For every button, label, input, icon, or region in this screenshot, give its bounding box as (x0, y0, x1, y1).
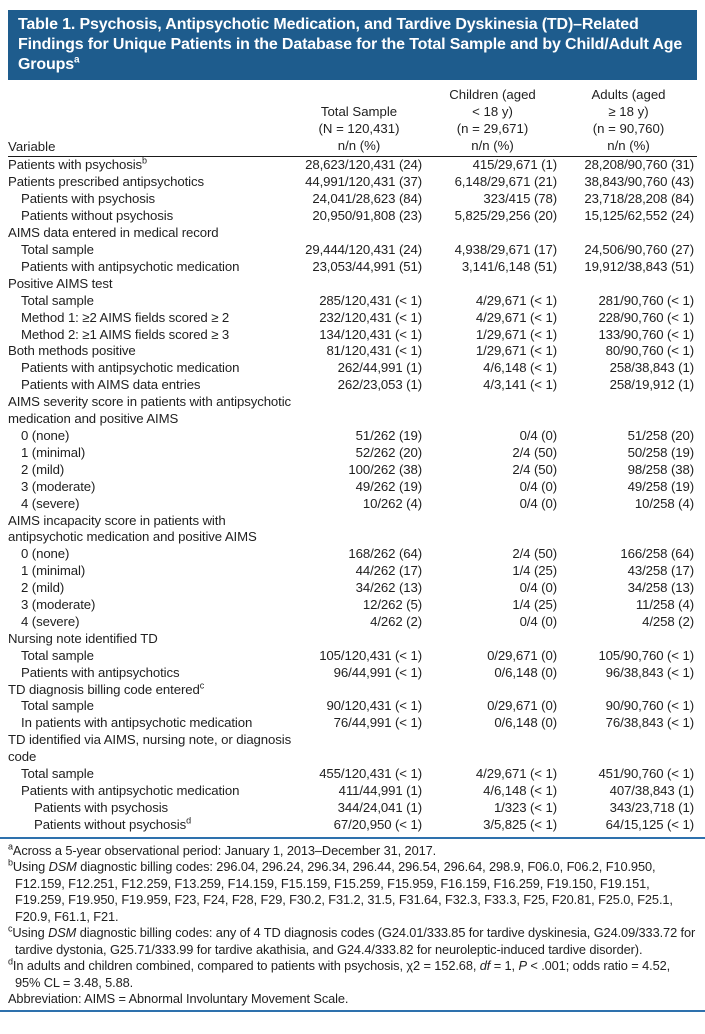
row-label: Patients prescribed antipsychotics (8, 174, 204, 190)
cell-total: 168/262 (64) (348, 546, 422, 562)
table-row (8, 597, 697, 614)
table-row (8, 698, 697, 715)
cell-total: 29,444/120,431 (24) (305, 242, 422, 258)
cell-children: 2/4 (50) (512, 444, 557, 460)
cell-adults (560, 276, 697, 293)
row-label: Positive AIMS test (8, 275, 113, 291)
row-label: TD diagnosis billing code entered$^c$ (8, 680, 205, 697)
cell-total: 34/262 (13) (355, 580, 422, 596)
row-footnote-marker: b (142, 156, 147, 167)
cell-children: 0/6,148 (0) (494, 664, 557, 680)
cell-children: 3/5,825 (< 1) (483, 816, 557, 832)
cell-adults: 105/90,760 (< 1) (598, 647, 694, 663)
cell-adults: 98/258 (38) (627, 461, 694, 477)
cell-adults: 451/90,760 (< 1) (598, 766, 694, 782)
cell-total: 100/262 (38) (348, 461, 422, 477)
cell-total: 20,950/91,808 (23) (312, 208, 422, 224)
cell-children: 0/6,148 (0) (494, 715, 557, 731)
column-header-line: n/n (%) (471, 138, 514, 154)
column-header-line: (n = 90,760) (592, 121, 665, 137)
cell-total: 67/20,950 (< 1) (333, 816, 422, 832)
cell-adults: 133/90,760 (< 1) (598, 326, 694, 342)
cell-adults: 23,718/28,208 (84) (584, 191, 694, 207)
cell-adults: 281/90,760 (< 1) (598, 292, 694, 308)
table-row (8, 225, 697, 242)
header-row (8, 80, 697, 157)
cell-total (293, 513, 425, 547)
cell-children: 4/29,671 (< 1) (475, 766, 557, 782)
table-row (8, 496, 697, 513)
cell-adults: 38,843/90,760 (43) (584, 174, 694, 190)
footnote (8, 958, 697, 991)
cell-adults: 28,208/90,760 (31) (584, 157, 694, 173)
table-row (8, 327, 697, 344)
table-row (8, 546, 697, 563)
cell-adults: 19,912/38,843 (51) (584, 258, 694, 274)
table-row (8, 293, 697, 310)
cell-children (425, 394, 560, 428)
table-row (8, 648, 697, 665)
cell-adults: 64/15,125 (< 1) (605, 816, 694, 832)
cell-children: 0/29,671 (0) (487, 698, 557, 714)
cell-total (293, 394, 425, 428)
row-label: Patients without psychosis$^d$ (34, 815, 191, 832)
column-header-children (425, 80, 560, 157)
cell-total: 52/262 (20) (355, 444, 422, 460)
cell-children: 4/29,671 (< 1) (475, 309, 557, 325)
row-label: Patients with AIMS data entries (21, 377, 201, 393)
table-row (8, 191, 697, 208)
cell-adults: 34/258 (13) (627, 580, 694, 596)
table-row (8, 208, 697, 225)
table-row (8, 479, 697, 496)
cell-children: 5,825/29,256 (20) (454, 208, 557, 224)
table-row (8, 242, 697, 259)
cell-adults: 90/90,760 (< 1) (605, 698, 694, 714)
cell-total (293, 732, 425, 766)
cell-children: 0/4 (0) (519, 427, 557, 443)
footnote (8, 859, 697, 925)
cell-adults: 15,125/62,552 (24) (584, 208, 694, 224)
cell-adults: 228/90,760 (< 1) (598, 309, 694, 325)
cell-adults: 258/38,843 (1) (609, 360, 694, 376)
cell-total: 51/262 (19) (355, 427, 422, 443)
cell-total: 4/262 (2) (370, 613, 422, 629)
row-label: 2 (mild) (21, 580, 65, 596)
cell-children: 3,141/6,148 (51) (461, 258, 557, 274)
table-row (8, 783, 697, 800)
footnote-text: Using (12, 859, 49, 875)
column-header-line: n/n (%) (337, 138, 381, 154)
table-row (8, 174, 697, 191)
row-label: Patients with psychosis$^b$ (8, 156, 147, 173)
row-label: Patients with antipsychotics (21, 664, 180, 680)
footnote (8, 925, 697, 958)
table-body (8, 157, 697, 834)
page (0, 10, 705, 1034)
cell-total: 96/44,991 (< 1) (333, 664, 422, 680)
row-label: Total sample (21, 292, 94, 308)
row-label: Patients with antipsychotic medication (21, 360, 240, 376)
cell-children: 6,148/29,671 (21) (454, 174, 557, 190)
cell-total: 49/262 (19) (355, 478, 422, 494)
cell-adults: 10/258 (4) (634, 495, 694, 511)
cell-children (425, 513, 560, 547)
cell-total (293, 276, 425, 293)
row-label: Patients with antipsychotic medication (21, 258, 240, 274)
table-row (8, 394, 697, 428)
row-label: AIMS severity score in patients with antipsychotic medication and positive AIMS (8, 394, 292, 427)
row-label: Patients with psychosis (34, 799, 169, 815)
cell-children: 1/4 (25) (512, 563, 557, 579)
table-row (8, 800, 697, 817)
cell-children: 4/3,141 (< 1) (483, 377, 557, 393)
cell-children (425, 732, 560, 766)
cell-children: 2/4 (50) (512, 546, 557, 562)
table-row (8, 343, 697, 360)
cell-children: 4/6,148 (< 1) (483, 360, 557, 376)
footnote-text: Across a 5-year observational period: January 1, 2013–December 31, 2017. (12, 842, 437, 858)
cell-total: 23,053/44,991 (51) (312, 258, 422, 274)
footnote (8, 843, 697, 860)
cell-adults (560, 225, 697, 242)
row-label: Method 1: ≥2 AIMS fields scored ≥ 2 (21, 309, 230, 325)
cell-adults: 49/258 (19) (627, 478, 694, 494)
table-row (8, 310, 697, 327)
cell-children (425, 276, 560, 293)
footnote-marker: c (8, 923, 13, 934)
row-label: Patients with antipsychotic medication (21, 783, 240, 799)
footnote-text: Using (12, 925, 49, 941)
cell-total: 411/44,991 (1) (338, 783, 422, 799)
cell-total (293, 631, 425, 648)
row-label: Nursing note identified TD (8, 630, 158, 646)
row-label: Total sample (21, 242, 94, 258)
table-row (8, 580, 697, 597)
column-header-line: n/n (%) (607, 138, 650, 154)
row-label: 4 (severe) (21, 495, 80, 511)
cell-total: 344/24,041 (1) (337, 799, 422, 815)
footnote-text: DSM (48, 859, 77, 875)
footnotes (8, 843, 697, 1008)
cell-children: 323/415 (78) (483, 191, 557, 207)
cell-total: 28,623/120,431 (24) (305, 157, 422, 173)
cell-total: 232/120,431 (< 1) (319, 309, 422, 325)
row-label: 2 (mild) (21, 461, 65, 477)
cell-total: 44/262 (17) (355, 563, 422, 579)
column-header-variable: Variable (8, 80, 293, 157)
footnote-text: In adults and children combined, compared to patients with psychosis, χ2 = 152.68, (12, 958, 480, 974)
cell-total: 262/44,991 (1) (337, 360, 422, 376)
row-footnote-marker: c (199, 680, 205, 691)
cell-children: 0/4 (0) (519, 580, 557, 596)
table-row (8, 665, 697, 682)
row-label: AIMS incapacity score in patients with antipsychotic medication and positive AIMS (8, 512, 257, 545)
table-row (8, 631, 697, 648)
footnote-text: Abbreviation: AIMS = Abnormal Involuntary Movement Scale. (8, 991, 349, 1007)
row-label: Total sample (21, 698, 94, 714)
cell-adults (560, 732, 697, 766)
cell-adults: 50/258 (19) (627, 444, 694, 460)
cell-children: 4/29,671 (< 1) (475, 292, 557, 308)
table-row (8, 445, 697, 462)
table-row (8, 614, 697, 631)
row-footnote-marker: d (186, 815, 191, 826)
column-header-line: ≥ 18 y) (608, 104, 649, 120)
table-row (8, 817, 697, 834)
table-row (8, 462, 697, 479)
cell-children: 4/6,148 (< 1) (483, 783, 557, 799)
cell-children: 0/4 (0) (519, 478, 557, 494)
row-label: 3 (moderate) (21, 478, 96, 494)
table-row (8, 276, 697, 293)
footnote-text: < .001; odds ratio = 4.52, 95% CL = 3.48, 5.88. (15, 958, 671, 990)
cell-children: 1/323 (< 1) (493, 799, 557, 815)
column-header-line: Total Sample (320, 104, 398, 120)
cell-children: 0/4 (0) (519, 613, 557, 629)
cell-total: 24,041/28,623 (84) (312, 191, 422, 207)
row-label: TD identified via AIMS, nursing note, or diagnosis code (8, 732, 292, 765)
cell-total: 12/262 (5) (362, 597, 422, 613)
cell-children (425, 631, 560, 648)
cell-children (425, 682, 560, 699)
column-header-line: Children (aged (449, 87, 536, 103)
footnote (8, 991, 697, 1008)
footnote-text: diagnostic billing codes: any of 4 TD diagnosis codes (G24.01/333.85 for tardive dyskinesia, G24.09/333.72 for tardive dystonia, G25.71/333.99 for tardive akathisia, and G24.4/333.82 for neuroleptic-induced tardive disorder). (15, 925, 696, 957)
table-row (8, 766, 697, 783)
table-title: Table 1. Psychosis, Antipsychotic Medication, and Tardive Dyskinesia (TD)–Related Findings for Unique Patients in the Database for the Total Sample and by Child/Adult Age Groups (18, 16, 683, 73)
footnote-marker: a (8, 841, 13, 852)
cell-total: 105/120,431 (< 1) (319, 647, 422, 663)
table-row (8, 715, 697, 732)
cell-children: 1/29,671 (< 1) (475, 343, 557, 359)
column-header-total-sample (293, 80, 425, 157)
table-row (8, 157, 697, 174)
table-row (8, 259, 697, 276)
row-label: 0 (none) (21, 427, 70, 443)
table-title-footnote-marker: a (74, 54, 80, 66)
cell-children: 1/29,671 (< 1) (475, 326, 557, 342)
cell-adults: 24,506/90,760 (27) (584, 242, 694, 258)
row-label: Total sample (21, 647, 94, 663)
cell-adults: 166/258 (64) (620, 546, 694, 562)
column-header-adults (560, 80, 697, 157)
cell-adults: 11/258 (4) (635, 597, 694, 613)
cell-adults (560, 631, 697, 648)
table-header (8, 80, 697, 157)
row-label: In patients with antipsychotic medication (21, 715, 253, 731)
cell-children: 0/4 (0) (519, 495, 557, 511)
cell-adults (560, 513, 697, 547)
row-label: 0 (none) (21, 546, 70, 562)
column-header-line: (N = 120,431) (318, 121, 400, 137)
cell-total (293, 225, 425, 242)
cell-total: 81/120,431 (< 1) (326, 343, 422, 359)
cell-adults (560, 682, 697, 699)
row-label: AIMS data entered in medical record (8, 225, 219, 241)
cell-adults: 76/38,843 (< 1) (605, 715, 694, 731)
table-row (8, 428, 697, 445)
row-label: Patients with psychosis (21, 191, 156, 207)
row-label: 1 (minimal) (21, 563, 86, 579)
cell-children: 1/4 (25) (512, 597, 557, 613)
cell-children: 2/4 (50) (512, 461, 557, 477)
table-row (8, 682, 697, 699)
cell-total (293, 682, 425, 699)
cell-adults: 343/23,718 (1) (609, 799, 694, 815)
cell-total: 285/120,431 (< 1) (319, 292, 422, 308)
column-header-line: < 18 y) (472, 104, 513, 120)
footnote-divider-rule (0, 837, 705, 839)
cell-total: 76/44,991 (< 1) (333, 715, 422, 731)
table-row (8, 377, 697, 394)
footnote-text: = 1, (490, 958, 519, 974)
cell-adults: 96/38,843 (< 1) (605, 664, 694, 680)
cell-total: 134/120,431 (< 1) (319, 326, 422, 342)
cell-children: 4,938/29,671 (17) (454, 242, 557, 258)
cell-adults: 43/258 (17) (627, 563, 694, 579)
footnote-text: df (479, 958, 491, 974)
column-header-line: (n = 29,671) (456, 121, 529, 137)
cell-adults: 407/38,843 (1) (609, 783, 694, 799)
row-label: Total sample (21, 766, 94, 782)
cell-adults: 4/258 (2) (642, 613, 694, 629)
footnote-text: P (518, 958, 527, 974)
table-row (8, 563, 697, 580)
cell-children (425, 225, 560, 242)
cell-adults: 80/90,760 (< 1) (605, 343, 694, 359)
row-label: Both methods positive (8, 343, 136, 359)
findings-table (8, 80, 697, 833)
row-label: Patients without psychosis (21, 208, 174, 224)
cell-adults: 51/258 (20) (627, 427, 694, 443)
row-label: 4 (severe) (21, 613, 80, 629)
footnote-marker: b (8, 857, 13, 868)
cell-children: 0/29,671 (0) (487, 647, 557, 663)
cell-total: 90/120,431 (< 1) (326, 698, 422, 714)
cell-adults (560, 394, 697, 428)
row-label: 3 (moderate) (21, 597, 96, 613)
table-row (8, 513, 697, 547)
row-label: 1 (minimal) (21, 444, 86, 460)
bottom-rule (0, 1010, 705, 1012)
table-row (8, 360, 697, 377)
footnote-text: DSM (48, 925, 77, 941)
footnote-text: diagnostic billing codes: 296.04, 296.24, 296.34, 296.44, 296.54, 296.64, 298.9, F06.0, F06.2, F10.950, F12.159, F12.251, F12.259, F13.259, F14.159, F15.159, F15.259, F15.959, F16.159, F16.259, F19.150, F19.151, F19.259, F19.950, F19.959, F23, F24, F28, F29, F30.2, F31.2, 31.5, F31.64, F32.3, F33.3, F25, F20.81, F25.0, F25.1, F20.9, F61.1, F21. (15, 859, 673, 924)
cell-total: 455/120,431 (< 1) (319, 766, 422, 782)
row-label: Method 2: ≥1 AIMS fields scored ≥ 3 (21, 326, 230, 342)
cell-total: 10/262 (4) (362, 495, 422, 511)
cell-total: 44,991/120,431 (37) (305, 174, 422, 190)
table-row (8, 732, 697, 766)
cell-children: 415/29,671 (1) (472, 157, 557, 173)
column-header-line: Adults (aged (591, 87, 666, 103)
cell-total: 262/23,053 (1) (337, 377, 422, 393)
table-title-bar (8, 10, 697, 80)
footnote-marker: d (8, 956, 13, 967)
cell-adults: 258/19,912 (1) (609, 377, 694, 393)
